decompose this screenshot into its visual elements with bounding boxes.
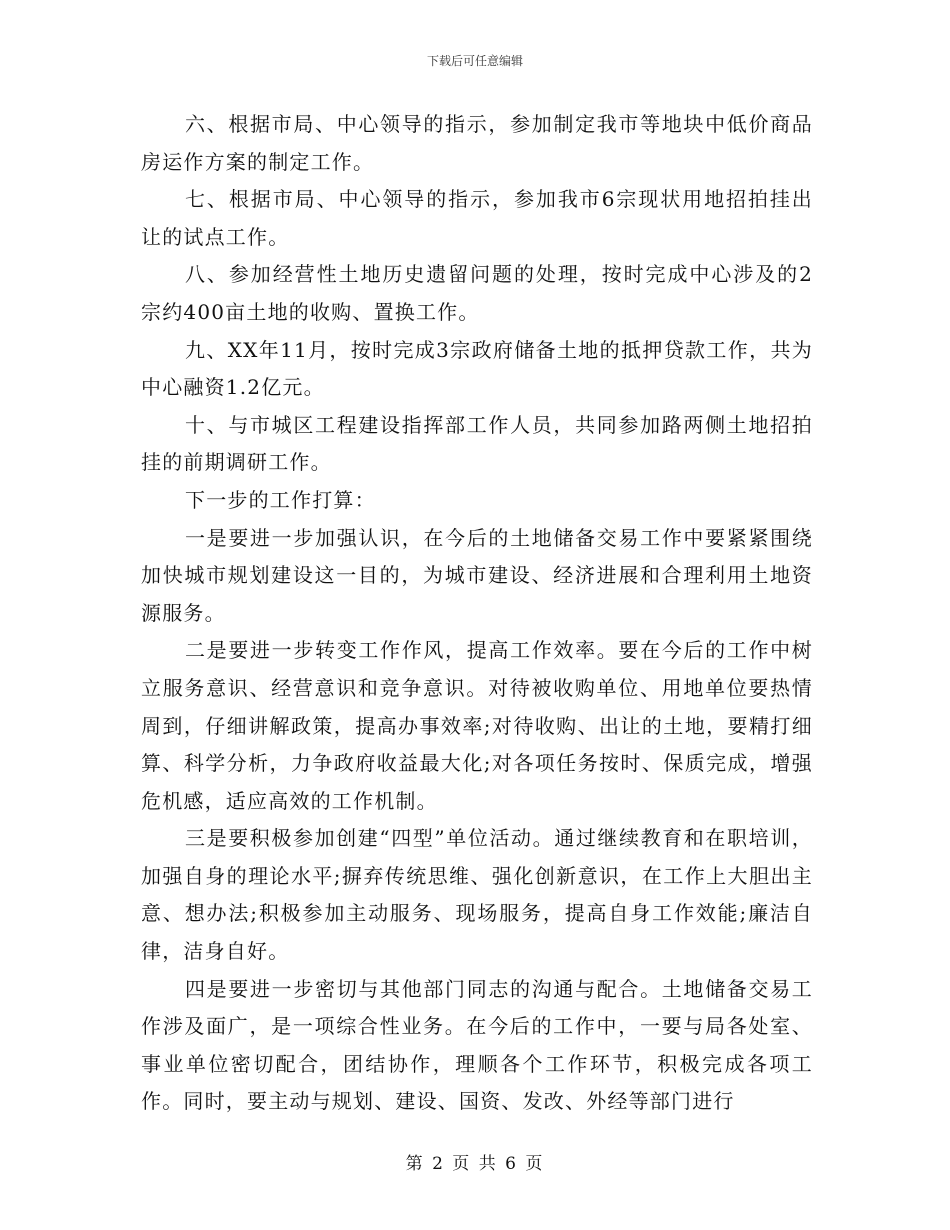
document-body xyxy=(141,106,813,1121)
paragraph-plan-3: 三是要积极参加创建“四型”单位活动。通过继续教育和在职培训，加强自身的理论水平;摒弃传统思维、强化创新意识，在工作上大胆出主意、想办法;积极参加主动服务、现场服务，提高自身工作效能;廉洁自律，洁身自好。 xyxy=(141,826,813,964)
paragraph-item-9: 九、XX年11月，按时完成3宗政府储备土地的抵押贷款工作，共为中心融资1.2亿元。 xyxy=(141,337,813,400)
page-header-note: 下载后可任意编辑 xyxy=(426,54,523,68)
paragraph-item-10: 十、与市城区工程建设指挥部工作人员，共同参加路两侧土地招拍挂的前期调研工作。 xyxy=(141,412,813,475)
paragraph-item-8: 八、参加经营性土地历史遗留问题的处理，按时完成中心涉及的2宗约400亩土地的收购、置换工作。 xyxy=(141,262,813,324)
paragraph-item-6: 六、根据市局、中心领导的指示，参加制定我市等地块中低价商品房运作方案的制定工作。 xyxy=(141,112,813,174)
paragraph-plan-2: 二是要进一步转变工作作风，提高工作效率。要在今后的工作中树立服务意识、经营意识和竞争意识。对待被收购单位、用地单位要热情周到，仔细讲解政策，提高办事效率;对待收购、出让的土地，要精打细算、科学分析，力争政府收益最大化;对各项任务按时、保质完成，增强危机感，适应高效的工作机制。 xyxy=(141,638,813,813)
page-number-footer: 第 2 页 共 6 页 xyxy=(405,1154,545,1174)
section-heading-next-steps: 下一步的工作打算： xyxy=(185,487,376,512)
paragraph-plan-4: 四是要进一步密切与其他部门同志的沟通与配合。土地储备交易工作涉及面广，是一项综合性业务。在今后的工作中，一要与局各处室、事业单位密切配合，团结协作，理顺各个工作环节，积极完成各项工作。同时，要主动与规划、建设、国资、发改、外经等部门进行 xyxy=(141,976,813,1114)
paragraph-item-7: 七、根据市局、中心领导的指示，参加我市6宗现状用地招拍挂出让的试点工作。 xyxy=(141,187,813,249)
paragraph-plan-1: 一是要进一步加强认识，在今后的土地储备交易工作中要紧紧围绕加快城市规划建设这一目的，为城市建设、经济进展和合理利用土地资源服务。 xyxy=(141,525,813,625)
